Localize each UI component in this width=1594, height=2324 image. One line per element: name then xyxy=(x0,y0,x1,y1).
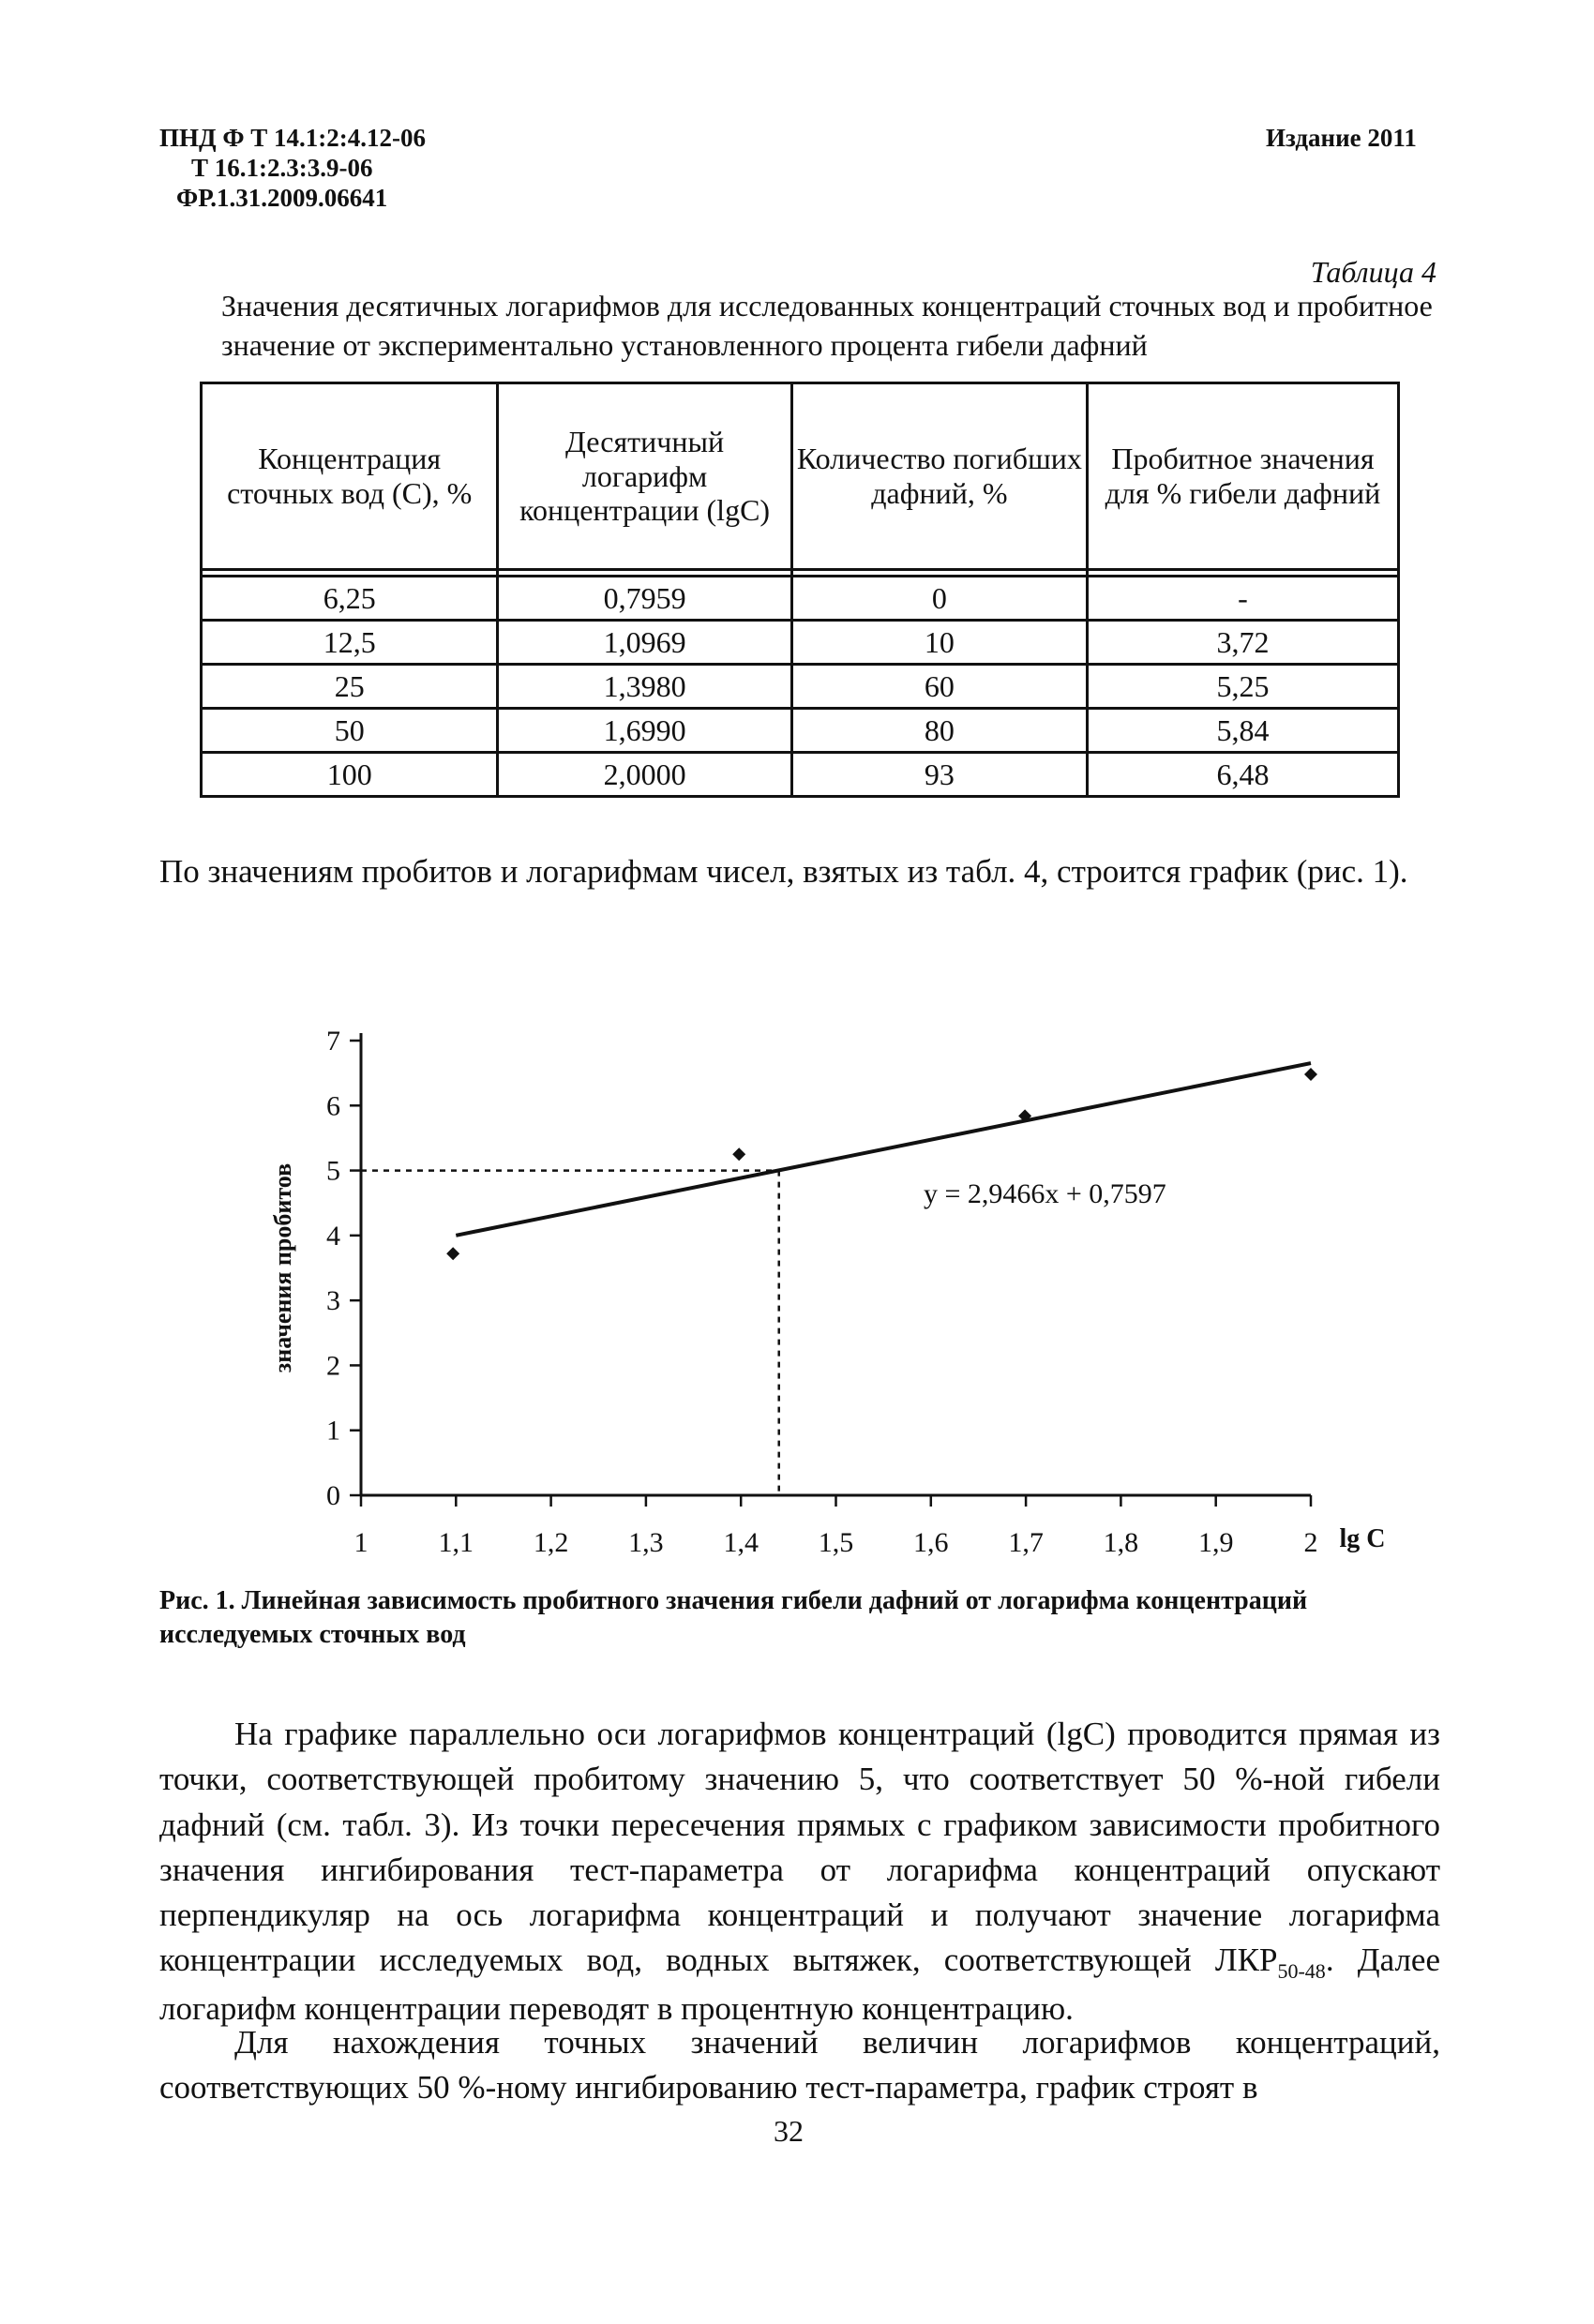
y-tick-label: 5 xyxy=(326,1155,340,1187)
document-code xyxy=(159,124,426,214)
figure-caption: Рис. 1. Линейная зависимость пробитного значения гибели дафний от логарифма концентраций исследуемых сточных вод xyxy=(159,1586,1308,1650)
data-table xyxy=(200,382,1400,798)
x-axis-label: lg C xyxy=(1339,1524,1386,1553)
paragraph-method-text: На графике параллельно оси логарифмов концентраций (lgC) проводится прямая из точки, соответствующей пробитому значению 5, что соответствует 50 %-ной гибели дафний (см. табл. 3). Из точки пересечения прямых с графиком зависимости пробитного значения ингибирования тест-параметра от логарифма концентраций опускают перпендикуляр на ось логарифма концентраций и получают значение логарифма концентрации исследуемых вод, водных вытяжек, соответствующей ЛКР xyxy=(159,1716,1440,1979)
table-row xyxy=(202,665,1399,709)
table-header-row xyxy=(202,383,1399,570)
x-tick-label: 1,6 xyxy=(913,1527,949,1558)
x-tick-label: 1,7 xyxy=(1008,1527,1044,1558)
data-point xyxy=(1304,1068,1317,1081)
table-cell: 10 xyxy=(791,621,1087,665)
table-cell: 25 xyxy=(202,665,498,709)
trend-line xyxy=(456,1063,1311,1236)
table-cell: 0,7959 xyxy=(498,577,791,621)
table-cell: 2,0000 xyxy=(498,753,791,797)
paragraph-method-end: . Далее логарифм концентрации переводят в процентную концентрацию. xyxy=(159,1942,1440,2027)
header-concentration: Концентрация сточных вод (С), % xyxy=(202,383,498,570)
table-cell: 5,25 xyxy=(1087,665,1398,709)
table-cell: 3,72 xyxy=(1087,621,1398,665)
x-tick-label: 1,4 xyxy=(723,1527,759,1558)
y-tick-label: 2 xyxy=(326,1350,340,1382)
table-cell: 93 xyxy=(791,753,1087,797)
doc-code-line3: ФР.1.31.2009.06641 xyxy=(176,183,388,212)
doc-code-line1: ПНД Ф Т 14.1:2:4.12-06 xyxy=(159,124,427,152)
x-tick-label: 1,3 xyxy=(628,1527,664,1558)
paragraph-method xyxy=(159,1712,1440,2032)
probit-chart xyxy=(263,1017,1386,1570)
table-row xyxy=(202,621,1399,665)
y-axis-label: значения пробитов xyxy=(269,1162,296,1373)
table-cell: 1,6990 xyxy=(498,709,791,753)
table-caption: Значения десятичных логарифмов для исследованных концентраций сточных вод и пробитное значение от экспериментально установленного процента гибели дафний xyxy=(221,289,1433,362)
table-cell: 6,25 xyxy=(202,577,498,621)
table-cell: 0 xyxy=(791,577,1087,621)
header-log: Десятичный логарифм концентрации (lgC) xyxy=(498,383,791,570)
x-tick-label: 2 xyxy=(1303,1527,1318,1558)
table-number: Таблица 4 xyxy=(1310,255,1436,289)
y-tick-label: 4 xyxy=(326,1220,340,1252)
x-tick-label: 1,1 xyxy=(438,1527,474,1558)
header-separator xyxy=(202,570,1399,577)
table-cell: - xyxy=(1087,577,1398,621)
doc-code-line2: Т 16.1:2.3:3.9-06 xyxy=(191,153,373,182)
data-point xyxy=(446,1247,459,1260)
table-row xyxy=(202,709,1399,753)
table-cell: 50 xyxy=(202,709,498,753)
table-cell: 5,84 xyxy=(1087,709,1398,753)
header-deaths: Количество погибших дафний, % xyxy=(791,383,1087,570)
y-tick-label: 6 xyxy=(326,1090,340,1122)
paragraph-intro: По значениям пробитов и логарифмам чисел, взятых из табл. 4, строится график (рис. 1). xyxy=(159,853,1408,890)
x-tick-label: 1 xyxy=(353,1527,368,1558)
lkr-subscript: 50-48 xyxy=(1277,1959,1326,1984)
table-row xyxy=(202,577,1399,621)
x-tick-label: 1,8 xyxy=(1103,1527,1139,1558)
table-cell: 100 xyxy=(202,753,498,797)
edition-label: Издание 2011 xyxy=(1266,124,1417,152)
y-tick-label: 7 xyxy=(326,1026,340,1057)
header-probit: Пробитное значения для % гибели дафний xyxy=(1087,383,1398,570)
table-cell: 6,48 xyxy=(1087,753,1398,797)
table-cell: 1,3980 xyxy=(498,665,791,709)
x-tick-label: 1,5 xyxy=(818,1527,854,1558)
equation-label: y = 2,9466x + 0,7597 xyxy=(923,1178,1166,1210)
paragraph-exact: Для нахождения точных значений величин логарифмов концентраций, соответствующих 50 %-ному ингибированию тест-параметра, график строят в xyxy=(159,2024,1440,2107)
x-tick-label: 1,2 xyxy=(533,1527,569,1558)
y-tick-label: 3 xyxy=(326,1285,340,1317)
table-cell: 12,5 xyxy=(202,621,498,665)
y-tick-label: 1 xyxy=(326,1415,340,1447)
y-tick-label: 0 xyxy=(326,1480,340,1511)
x-tick-label: 1,9 xyxy=(1197,1527,1234,1558)
table-cell: 80 xyxy=(791,709,1087,753)
table-row xyxy=(202,753,1399,797)
page-number: 32 xyxy=(774,2114,804,2148)
table-cell: 60 xyxy=(791,665,1087,709)
data-point xyxy=(732,1147,745,1161)
table-cell: 1,0969 xyxy=(498,621,791,665)
